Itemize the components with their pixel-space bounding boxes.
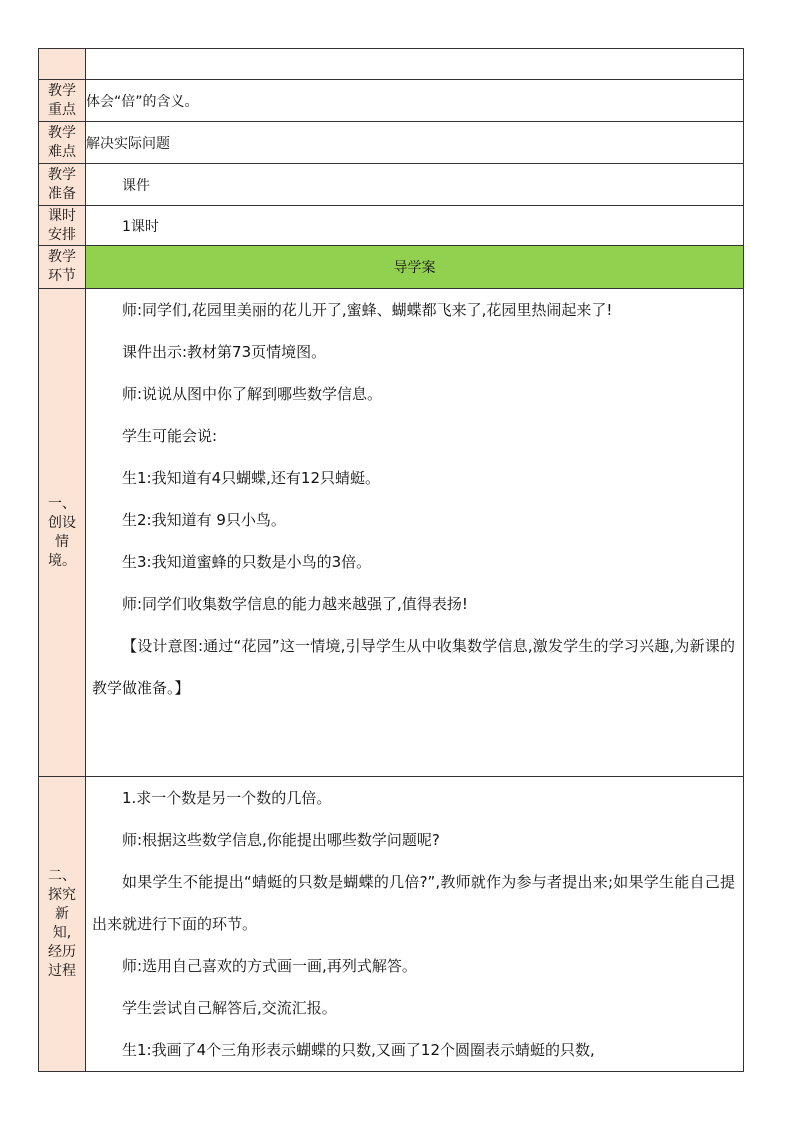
lesson-plan-table (38, 48, 744, 1072)
section1-label-line4: 境。 (48, 552, 76, 569)
section1-label-line1: 一、 (48, 495, 76, 512)
row-stage (39, 246, 744, 289)
stage-label-line1: 教学 (48, 249, 76, 265)
section2-label-line3: 新 (55, 906, 69, 922)
row-prep (39, 164, 744, 206)
row-focus (39, 80, 744, 122)
section2-paragraph: 1.求一个数是另一个数的几倍。 (122, 789, 332, 807)
section1-paragraph: 学生可能会说: (122, 427, 218, 445)
section1-label (39, 289, 86, 777)
section2-paragraph: 如果学生不能提出“蜻蜓的只数是蝴蝶的几倍?”,教师就作为参与者提出来;如果学生能自己提出来就进行下面的环节。 (92, 873, 735, 933)
row-section1 (39, 289, 744, 777)
difficulty-text: 解决实际问题 (86, 122, 744, 164)
time-text: 1课时 (86, 206, 744, 246)
section1-paragraph: 师:同学们,花园里美丽的花儿开了,蜜蜂、蝴蝶都飞来了,花园里热闹起来了! (122, 301, 613, 319)
section2-paragraph: 师:根据这些数学信息,你能提出哪些数学问题呢? (122, 831, 440, 849)
section2-label-line4: 知, (52, 925, 72, 941)
difficulty-label-line1: 教学 (48, 124, 76, 141)
stage-label (39, 246, 86, 289)
difficulty-label (39, 122, 86, 164)
section2-label-line1: 二、 (48, 868, 76, 884)
focus-label-line2: 重点 (48, 101, 76, 118)
section1-body (86, 289, 743, 709)
prep-label-line2: 准备 (48, 185, 76, 202)
lesson-plan-page (38, 48, 744, 1072)
difficulty-label-line2: 难点 (48, 143, 76, 160)
section1-paragraph: 课件出示:教材第73页情境图。 (122, 343, 327, 361)
stage-label-line2: 环节 (48, 268, 76, 284)
row-difficulty (39, 122, 744, 164)
section1-paragraph: 生2:我知道有 9只小鸟。 (122, 511, 286, 529)
focus-label-line1: 教学 (48, 82, 76, 99)
section2-content (86, 777, 744, 1072)
focus-label (39, 80, 86, 122)
top-blank-content (86, 49, 744, 80)
section2-paragraph: 学生尝试自己解答后,交流汇报。 (122, 999, 337, 1017)
row-section2 (39, 777, 744, 1072)
section2-label (39, 777, 86, 1072)
section1-content (86, 289, 744, 777)
stage-header: 导学案 (86, 246, 744, 289)
section1-paragraph: 【设计意图:通过“花园”这一情境,引导学生从中收集数学信息,激发学生的学习兴趣,为新课的教学做准备。】 (92, 637, 735, 697)
section1-paragraph: 生1:我知道有4只蝴蝶,还有12只蜻蜓。 (122, 469, 380, 487)
section2-label-line2: 探究 (48, 887, 76, 903)
time-label-line1: 课时 (48, 207, 76, 224)
section2-label-line5: 经历 (48, 944, 76, 960)
section2-paragraph: 生1:我画了4个三角形表示蝴蝶的只数,又画了12个圆圈表示蜻蜓的只数, (122, 1041, 595, 1059)
time-label-line2: 安排 (48, 226, 76, 243)
section1-paragraph: 师:同学们收集数学信息的能力越来越强了,值得表扬! (122, 595, 468, 613)
section2-body (86, 777, 743, 1071)
prep-text: 课件 (86, 164, 744, 206)
prep-label (39, 164, 86, 206)
focus-text: 体会“倍”的含义。 (86, 80, 744, 122)
section1-label-line3: 情 (55, 533, 69, 550)
section1-label-line2: 创设 (48, 514, 76, 531)
top-blank-row (39, 49, 744, 80)
section1-paragraph: 生3:我知道蜜蜂的只数是小鸟的3倍。 (122, 553, 372, 571)
section2-paragraph: 师:选用自己喜欢的方式画一画,再列式解答。 (122, 957, 417, 975)
section2-label-line6: 过程 (48, 963, 76, 979)
time-label (39, 206, 86, 246)
top-blank-label (39, 49, 86, 80)
prep-label-line1: 教学 (48, 166, 76, 183)
row-time (39, 206, 744, 246)
section1-paragraph: 师:说说从图中你了解到哪些数学信息。 (122, 385, 383, 403)
